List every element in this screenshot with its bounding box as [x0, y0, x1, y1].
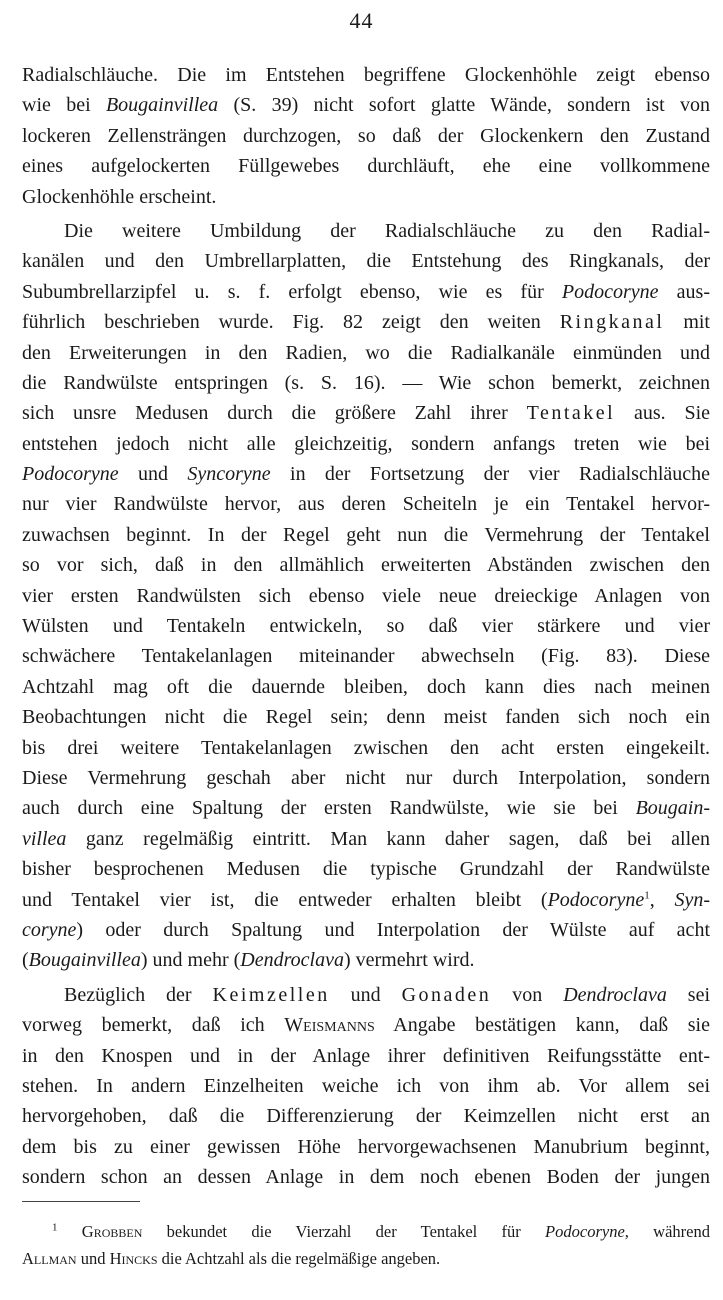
text-line — [22, 672, 710, 702]
text-run: von — [491, 983, 564, 1006]
text-run: Weismanns — [284, 1014, 375, 1037]
text-line — [22, 641, 710, 671]
text-run: , während — [624, 1222, 710, 1241]
text-run: hervorgehoben, daß die Differenzierung der Keimzellen nicht erst an — [22, 1105, 710, 1128]
main-text — [22, 60, 710, 1192]
footnote-separator — [22, 1201, 140, 1202]
paragraph — [22, 60, 710, 212]
text-run: Die weitere Umbildung der Radialschläuche zu den Radial- — [64, 219, 710, 242]
text-run: zuwachsen beginnt. In der Regel geht nun die Vermehrung der Tentakel — [22, 523, 710, 546]
text-run: , — [649, 888, 675, 911]
text-run: eines aufgelockerten Füllgewebes durchläuft, ehe eine vollkommene — [22, 155, 710, 178]
text-run: die Randwülste entspringen (s. S. 16). — Wie schon bemerkt, zeichnen — [22, 371, 710, 394]
text-line — [22, 980, 710, 1010]
footnote-marker: 1 — [52, 1221, 58, 1234]
italic-term: Syn- — [674, 888, 710, 911]
text-run: ) oder durch Spaltung und Interpolation der Wülste auf acht — [76, 918, 710, 941]
text-run: entstehen jedoch nicht alle gleichzeitig, sondern anfangs treten wie bei — [22, 432, 710, 455]
text-run: bis drei weitere Tentakelanlagen zwischen den acht ersten eingekeilt. — [22, 736, 710, 759]
text-run: ganz regelmäßig eintritt. Man kann daher sagen, daß bei allen — [66, 827, 710, 850]
text-line — [22, 550, 710, 580]
text-run: ) und mehr ( — [140, 949, 241, 972]
text-run: aus. Sie — [615, 402, 710, 425]
text-line — [22, 1010, 710, 1040]
text-run: Beobachtungen nicht die Regel sein; denn meist fanden sich noch ein — [22, 706, 710, 729]
text-run: mit — [664, 311, 710, 334]
text-run: Grobben — [81, 1222, 143, 1241]
text-line — [22, 824, 710, 854]
text-run: nur vier Randwülste hervor, aus deren Scheiteln je ein Tentakel hervor- — [22, 493, 710, 516]
text-run: in der Fortsetzung der vier Radialschläuche — [270, 463, 710, 486]
italic-term: Podocoryne — [547, 888, 645, 911]
italic-term: Dendroclava — [240, 949, 344, 972]
text-run: Radialschläuche. Die im Entstehen begriffene Glockenhöhle zeigt ebenso — [22, 64, 710, 86]
italic-term: Podocoryne — [22, 463, 119, 486]
text-run: Tentakel — [526, 402, 616, 425]
text-line — [22, 581, 710, 611]
text-line — [22, 885, 710, 915]
text-run: Keimzellen — [212, 983, 330, 1006]
text-line — [22, 246, 710, 276]
text-line — [22, 854, 710, 884]
text-line — [22, 733, 710, 763]
italic-term: villea — [22, 827, 67, 850]
text-run: Bezüglich der — [64, 983, 213, 1006]
text-line — [22, 90, 710, 120]
text-run: dem bis zu einer gewissen Höhe hervorgewachsenen Manubrium beginnt, — [22, 1135, 710, 1158]
text-run: wie bei — [22, 94, 106, 117]
text-line — [22, 338, 710, 368]
text-line — [22, 793, 710, 823]
text-run: Allman — [22, 1249, 77, 1268]
italic-term: Podocoryne — [561, 280, 659, 303]
page-number: 44 — [349, 8, 374, 33]
text-run: und Tentakel vier ist, die entweder erhalten bleibt ( — [22, 888, 548, 911]
text-run: Gonaden — [401, 983, 492, 1006]
text-line — [22, 520, 710, 550]
text-run: ) vermehrt wird. — [343, 949, 475, 972]
text-line — [22, 915, 710, 945]
italic-term: coryne — [22, 918, 77, 941]
text-run: in den Knospen und in der Anlage ihrer definitiven Reifungsstätte ent- — [22, 1044, 710, 1067]
text-run: den Erweiterungen in den Radien, wo die Radialkanäle einmünden und — [22, 341, 710, 364]
text-run: stehen. In andern Einzelheiten weiche ich von ihm ab. Vor allem sei — [22, 1074, 710, 1097]
text-run: bisher besprochenen Medusen die typische Grundzahl der Randwülste — [22, 858, 710, 881]
italic-term: Dendroclava — [563, 983, 667, 1006]
text-line — [22, 429, 710, 459]
text-line — [22, 277, 710, 307]
text-run: Ringkanal — [559, 311, 665, 334]
text-line — [22, 1101, 710, 1131]
text-line — [22, 945, 710, 975]
text-line — [22, 702, 710, 732]
text-line — [22, 1132, 710, 1162]
text-line — [22, 1162, 710, 1192]
text-line — [22, 1071, 710, 1101]
text-run: Achtzahl mag oft die dauernde bleiben, doch kann dies nach meinen — [22, 675, 710, 698]
text-run: kanälen und den Umbrellarplatten, die Entstehung des Ringkanals, der — [22, 250, 710, 273]
text-run: vorweg bemerkt, daß ich — [22, 1014, 285, 1037]
text-run: auch durch eine Spaltung der ersten Randwülste, wie sie bei — [22, 797, 636, 820]
text-run: Wülsten und Tentakeln entwickeln, so daß vier stärkere und vier — [22, 615, 710, 638]
text-line — [22, 1041, 710, 1071]
text-run: so vor sich, daß in den allmählich erweiterten Abständen zwischen den — [22, 554, 710, 577]
text-run: und — [76, 1249, 110, 1268]
text-run: und — [329, 983, 402, 1006]
footnote-line — [22, 1218, 710, 1245]
text-run: Angabe bestätigen kann, daß sie — [374, 1014, 710, 1037]
text-line — [22, 398, 710, 428]
text-run: Diese Vermehrung geschah aber nicht nur durch Interpolation, sondern — [22, 766, 710, 789]
italic-term: Podocoryne — [545, 1222, 625, 1241]
italic-term: Syncoryne — [187, 463, 271, 486]
footnote-marker: 1 — [644, 888, 650, 901]
text-line — [22, 151, 710, 181]
italic-term: Bougainvillea — [105, 94, 219, 117]
paragraph — [22, 980, 710, 1193]
text-line — [22, 216, 710, 246]
text-run: die Achtzahl als die regelmäßige angeben. — [157, 1249, 441, 1268]
footnote-line — [22, 1245, 710, 1272]
paragraph — [22, 216, 710, 976]
text-line — [22, 368, 710, 398]
text-run: Hincks — [109, 1249, 158, 1268]
italic-term: Bougain- — [635, 797, 710, 820]
text-run: aus- — [658, 280, 710, 303]
text-line — [22, 489, 710, 519]
text-line — [22, 182, 710, 212]
text-run: Glockenhöhle erscheint. — [22, 185, 217, 208]
text-run: Subumbrellarzipfel u. s. f. erfolgt ebenso, wie es für — [22, 280, 562, 303]
text-line — [22, 763, 710, 793]
text-line — [22, 459, 710, 489]
text-line — [22, 60, 710, 90]
footnote — [22, 1218, 710, 1272]
text-run — [58, 1222, 82, 1241]
text-run: lockeren Zellensträngen durchzogen, so daß der Glockenkern den Zustand — [22, 124, 710, 147]
text-run: ( — [22, 949, 29, 972]
italic-term: Bougainvillea — [28, 949, 141, 972]
text-run: sondern schon an dessen Anlage in dem noch ebenen Boden der jungen — [22, 1166, 710, 1189]
text-run: schwächere Tentakelanlagen miteinander abwechseln (Fig. 83). Diese — [22, 645, 710, 668]
text-line — [22, 307, 710, 337]
text-line — [22, 121, 710, 151]
text-run: (S. 39) nicht sofort glatte Wände, sondern ist von — [218, 94, 710, 117]
text-run: vier ersten Randwülsten sich ebenso viele neue dreieckige Anlagen von — [22, 584, 710, 607]
text-line — [22, 611, 710, 641]
text-run: sei — [666, 983, 710, 1006]
text-run: sich unsre Medusen durch die größere Zahl ihrer — [22, 402, 527, 425]
text-run: bekundet die Vierzahl der Tentakel für — [142, 1222, 546, 1241]
text-run: führlich beschrieben wurde. Fig. 82 zeigt den weiten — [22, 311, 560, 334]
text-run: und — [118, 463, 188, 486]
